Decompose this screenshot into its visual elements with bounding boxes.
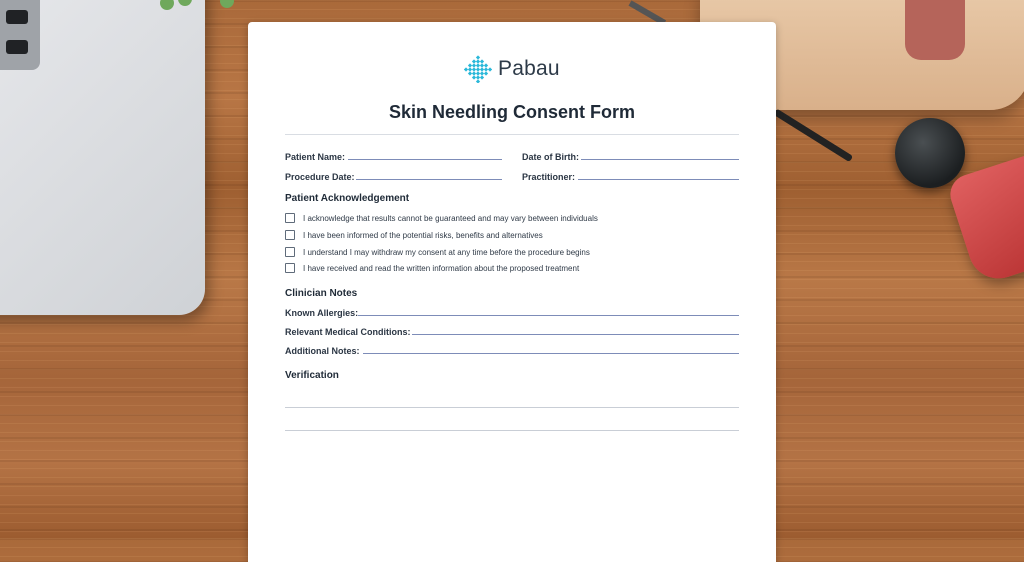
form-title: Skin Needling Consent Form bbox=[388, 102, 636, 122]
patient-name-field[interactable] bbox=[348, 159, 502, 160]
patient-name-label: Patient Name: bbox=[285, 152, 346, 162]
date-of-birth-label: Date of Birth: bbox=[522, 152, 579, 162]
procedure-date-label: Procedure Date: bbox=[285, 172, 355, 182]
acknowledgement-item[interactable] bbox=[285, 246, 590, 258]
acknowledgement-heading: Patient Acknowledgement bbox=[285, 193, 410, 204]
medical-conditions-label: Relevant Medical Conditions: bbox=[285, 327, 411, 337]
acknowledgement-text: I acknowledge that results cannot be guaranteed and may vary between individuals bbox=[303, 213, 598, 223]
practitioner-label: Practitioner: bbox=[522, 172, 576, 182]
pen-decoration bbox=[773, 109, 853, 163]
brand-name: Pabau bbox=[498, 57, 560, 80]
additional-notes-field[interactable] bbox=[363, 353, 739, 354]
date-of-birth-field[interactable] bbox=[581, 159, 739, 160]
title-divider bbox=[285, 134, 739, 135]
plant-decoration bbox=[160, 0, 240, 14]
signature-line[interactable] bbox=[285, 407, 739, 408]
acknowledgement-text: I understand I may withdraw my consent at any time before the procedure begins bbox=[303, 247, 590, 257]
brand-logo bbox=[464, 56, 560, 82]
acknowledgement-item[interactable] bbox=[285, 229, 543, 241]
checkbox[interactable] bbox=[285, 263, 295, 273]
consent-form-document bbox=[248, 22, 776, 562]
known-allergies-field[interactable] bbox=[358, 315, 739, 316]
medical-conditions-field[interactable] bbox=[412, 334, 739, 335]
checkbox[interactable] bbox=[285, 247, 295, 257]
laptop-keyboard-edge bbox=[0, 0, 40, 70]
acknowledgement-item[interactable] bbox=[285, 212, 598, 224]
laptop-image bbox=[0, 0, 205, 315]
clinician-notes-heading: Clinician Notes bbox=[285, 288, 358, 299]
jar-decoration bbox=[895, 118, 965, 188]
acknowledgement-text: I have been informed of the potential risks, benefits and alternatives bbox=[303, 230, 543, 240]
practitioner-field[interactable] bbox=[578, 179, 739, 180]
acknowledgement-text: I have received and read the written information about the proposed treatment bbox=[303, 263, 580, 273]
verification-heading: Verification bbox=[285, 370, 339, 381]
acknowledgement-item[interactable] bbox=[285, 262, 579, 274]
known-allergies-label: Known Allergies: bbox=[285, 308, 359, 318]
additional-notes-label: Additional Notes: bbox=[285, 346, 360, 356]
checkbox[interactable] bbox=[285, 213, 295, 223]
date-signature-line[interactable] bbox=[285, 430, 739, 431]
pabau-logo-icon bbox=[464, 55, 492, 83]
checkbox[interactable] bbox=[285, 230, 295, 240]
procedure-date-field[interactable] bbox=[356, 179, 502, 180]
